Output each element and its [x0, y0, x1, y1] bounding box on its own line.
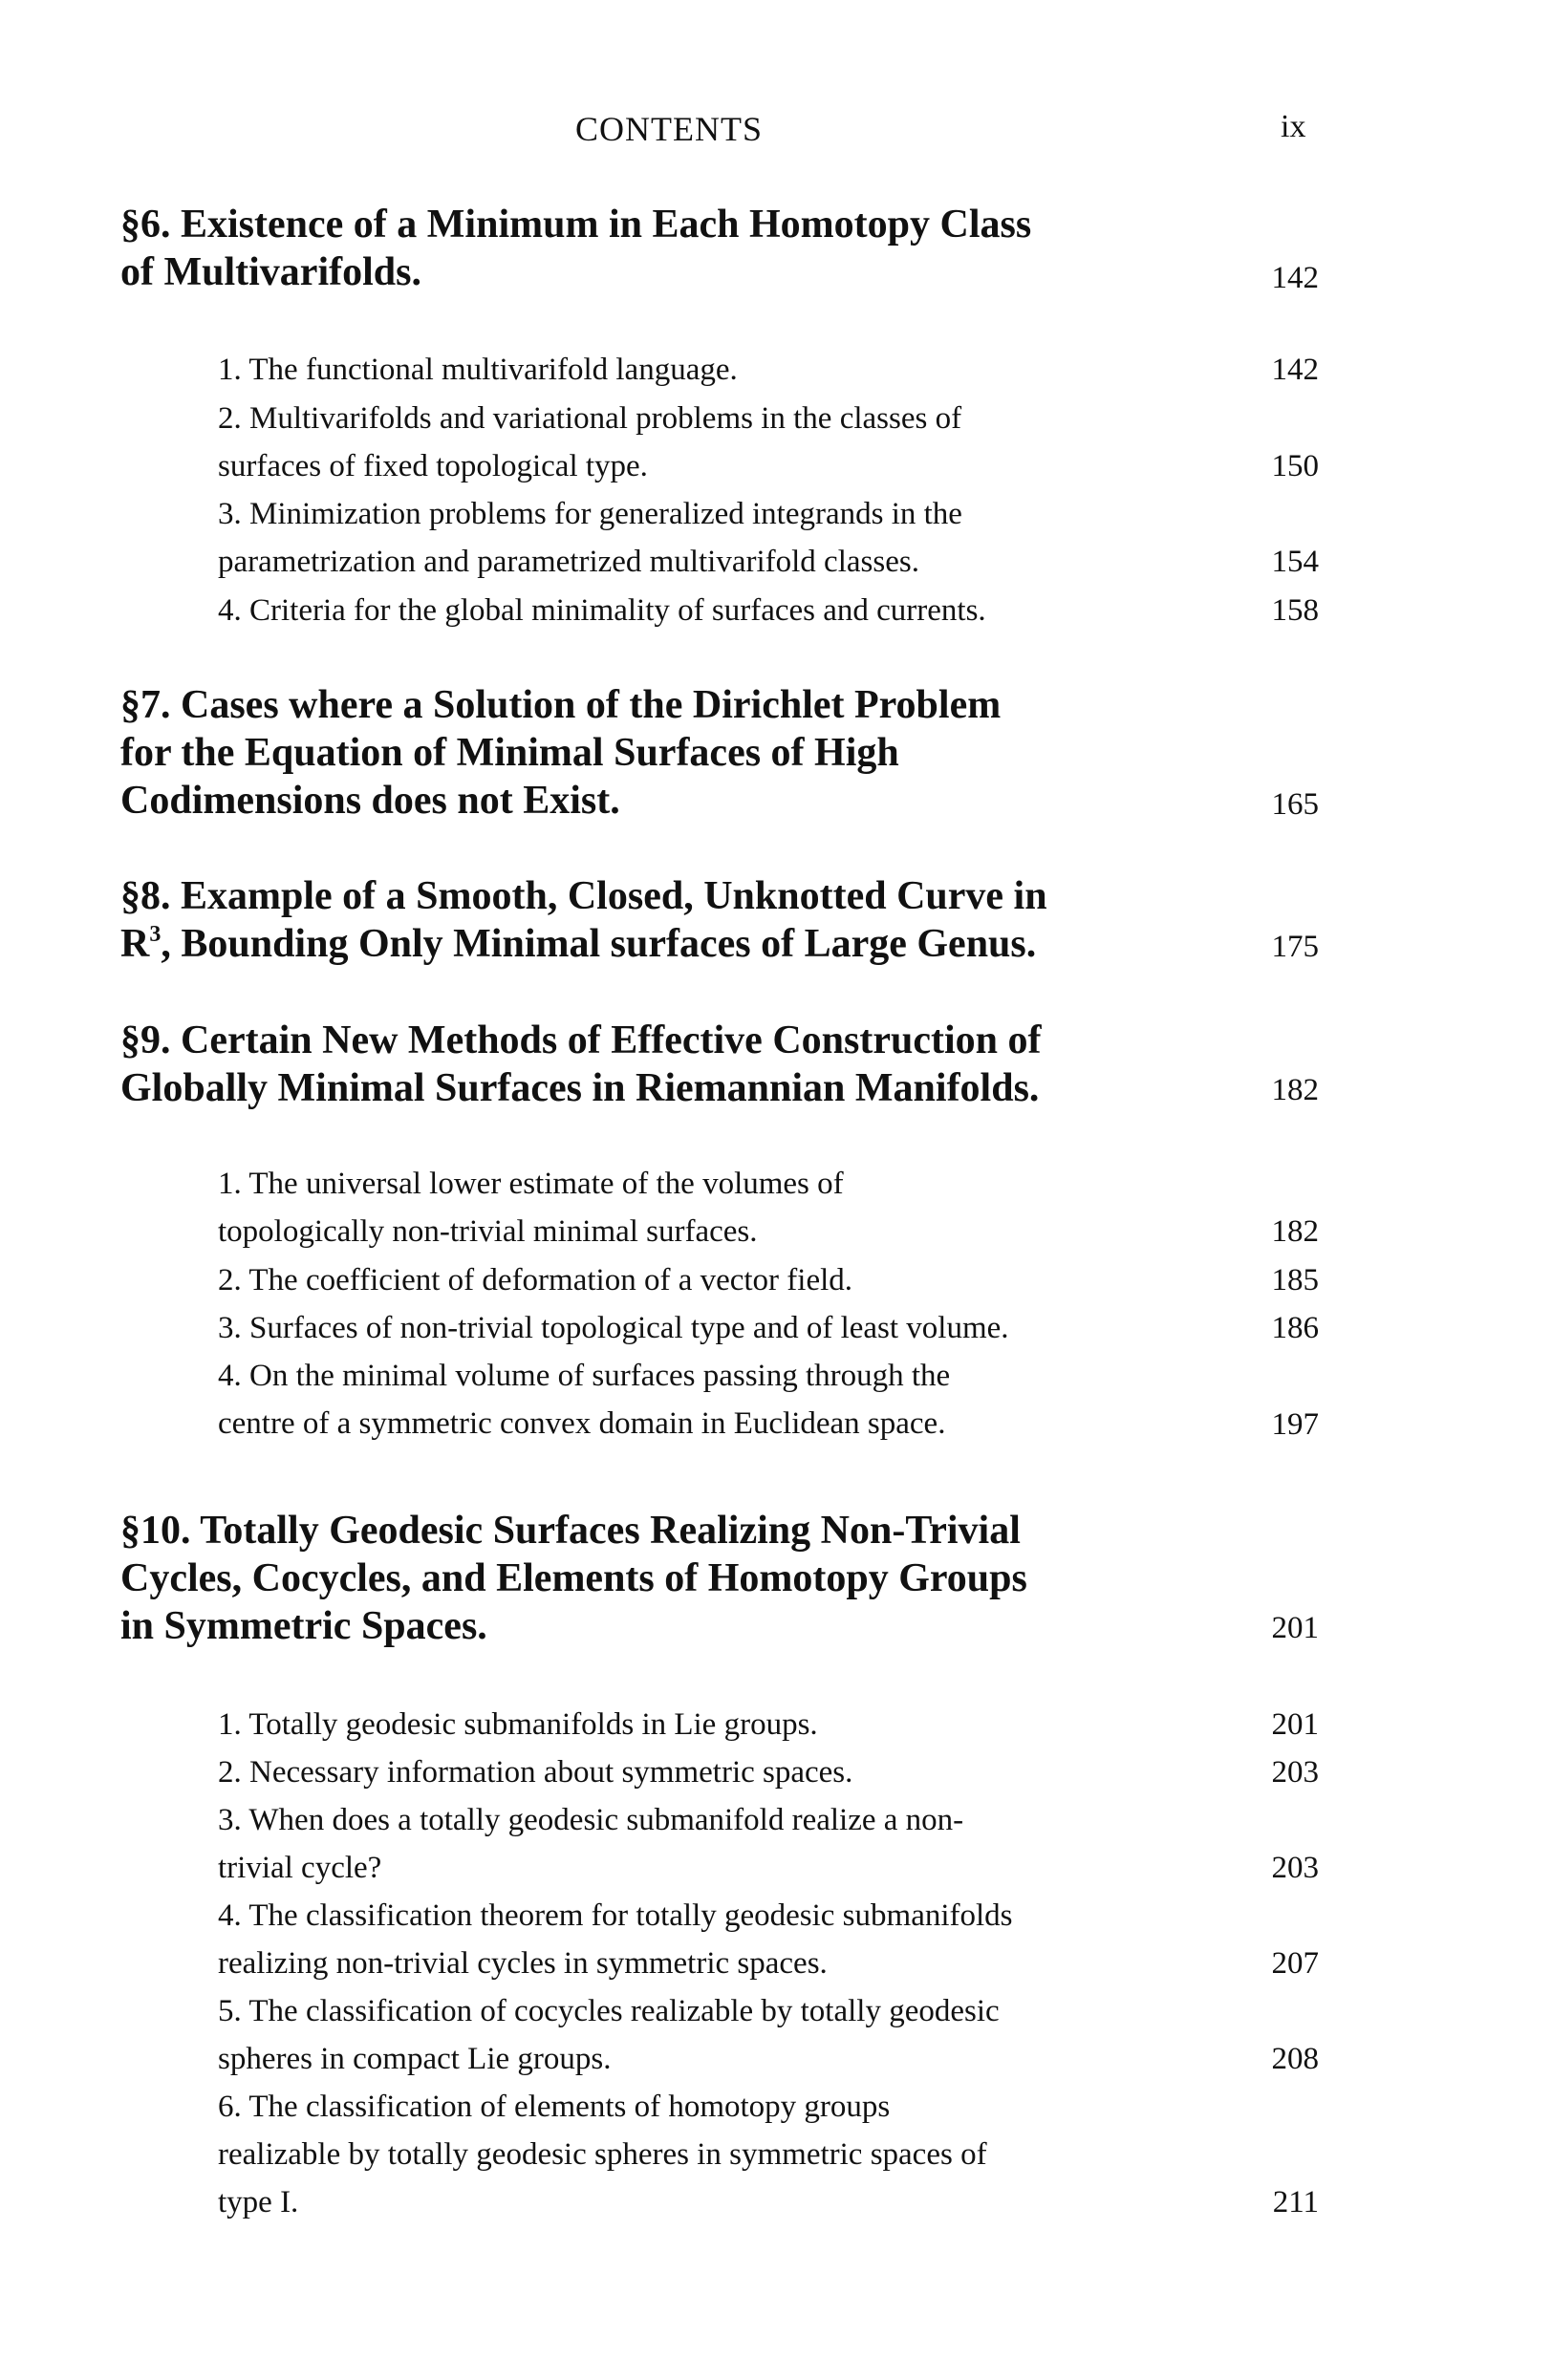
item-text: 1. The functional multivarifold language.: [218, 353, 738, 387]
item-page-number: 182: [1271, 1214, 1319, 1249]
item-text: centre of a symmetric convex domain in Euclidean space.: [218, 1406, 946, 1441]
toc-item[interactable]: [218, 2083, 1326, 2226]
item-page-number: 158: [1271, 593, 1319, 628]
item-text: surfaces of fixed topological type.: [218, 449, 648, 483]
item-text: 6. The classification of elements of homotopy groups: [218, 2090, 891, 2124]
item-page-number: 197: [1271, 1407, 1319, 1442]
item-page-number: 203: [1271, 1851, 1319, 1885]
item-text: spheres in compact Lie groups.: [218, 2042, 612, 2076]
page-number: ix: [1281, 109, 1306, 144]
item-text: 3. Minimization problems for generalized integrands in the: [218, 497, 962, 531]
r3-symbol: $R^3$: [120, 922, 162, 966]
toc-item[interactable]: [218, 1256, 1326, 1304]
toc-item[interactable]: [218, 1748, 1326, 1796]
section-title-line: of Multivarifolds.: [120, 250, 421, 294]
toc-item[interactable]: [218, 1987, 1326, 2083]
item-page-number: 142: [1271, 353, 1319, 387]
item-page-number: 208: [1271, 2042, 1319, 2076]
item-page-number: 211: [1272, 2185, 1319, 2219]
item-text: type I.: [218, 2185, 299, 2219]
section-title-line: in Symmetric Spaces.: [120, 1604, 487, 1648]
section-page-number: 142: [1271, 261, 1319, 295]
section-page-number: 175: [1271, 930, 1319, 964]
section-title-line-2: $R^3$, Bounding Only Minimal surfaces of Large Genus.: [120, 922, 1037, 966]
item-text: realizing non-trivial cycles in symmetric spaces.: [218, 1946, 828, 1981]
item-page-number: 154: [1271, 545, 1319, 579]
toc-item[interactable]: [218, 1304, 1326, 1352]
toc-section-10[interactable]: [120, 1507, 1325, 1650]
section-page-number: 165: [1271, 787, 1319, 822]
section-title-line: §8. Example of a Smooth, Closed, Unknotted Curve in: [120, 874, 1047, 918]
toc-section-9[interactable]: [120, 1017, 1325, 1112]
toc-item[interactable]: [218, 346, 1326, 394]
item-text: 3. When does a totally geodesic submanifold realize a non-: [218, 1803, 964, 1837]
section-page-number: 182: [1271, 1073, 1319, 1107]
item-text: trivial cycle?: [218, 1851, 382, 1885]
toc-item[interactable]: [218, 1701, 1326, 1748]
running-head: [0, 109, 1552, 157]
section-title-line: for the Equation of Minimal Surfaces of High: [120, 731, 899, 775]
section-title-line: §7. Cases where a Solution of the Dirichlet Problem: [120, 683, 1002, 727]
item-text: 1. Totally geodesic submanifolds in Lie groups.: [218, 1707, 818, 1742]
item-text: 1. The universal lower estimate of the volumes of: [218, 1167, 844, 1201]
item-page-number: 150: [1271, 449, 1319, 483]
item-text: 4. On the minimal volume of surfaces passing through the: [218, 1359, 951, 1393]
item-text: realizable by totally geodesic spheres in symmetric spaces of: [218, 2137, 987, 2172]
item-text: 2. Necessary information about symmetric spaces.: [218, 1755, 853, 1790]
item-text: parametrization and parametrized multivarifold classes.: [218, 545, 919, 579]
item-text: 4. The classification theorem for totally geodesic submanifolds: [218, 1898, 1013, 1933]
section-page-number: 201: [1271, 1611, 1319, 1645]
item-text: 2. Multivarifolds and variational problems in the classes of: [218, 401, 962, 436]
section-title-line: Cycles, Cocycles, and Elements of Homotopy Groups: [120, 1556, 1027, 1600]
item-page-number: 203: [1271, 1755, 1319, 1790]
item-text: 4. Criteria for the global minimality of surfaces and currents.: [218, 593, 986, 628]
section-title-line: Globally Minimal Surfaces in Riemannian Manifolds.: [120, 1066, 1040, 1110]
toc-item[interactable]: [218, 490, 1326, 586]
item-page-number: 207: [1271, 1946, 1319, 1981]
toc-item[interactable]: [218, 395, 1326, 490]
item-page-number: 201: [1271, 1707, 1319, 1742]
toc-item[interactable]: [218, 587, 1326, 634]
toc-item[interactable]: [218, 1796, 1326, 1892]
section-title-line: Codimensions does not Exist.: [120, 779, 620, 823]
toc-item[interactable]: [218, 1892, 1326, 1987]
toc-section-7[interactable]: [120, 681, 1325, 825]
toc-item[interactable]: [218, 1160, 1326, 1255]
toc-item[interactable]: [218, 1352, 1326, 1447]
item-text: 5. The classification of cocycles realizable by totally geodesic: [218, 1994, 1000, 2028]
section-title-line: §10. Totally Geodesic Surfaces Realizing Non-Trivial: [120, 1509, 1021, 1553]
toc-section-8[interactable]: [120, 872, 1325, 968]
toc-section-6[interactable]: [120, 201, 1325, 296]
item-text: 3. Surfaces of non-trivial topological type and of least volume.: [218, 1311, 1009, 1345]
item-text: 2. The coefficient of deformation of a vector field.: [218, 1263, 853, 1297]
section-title-line: §6. Existence of a Minimum in Each Homotopy Class: [120, 203, 1032, 247]
item-page-number: 186: [1271, 1311, 1319, 1345]
item-text: topologically non-trivial minimal surfaces.: [218, 1214, 758, 1249]
section-title-line: §9. Certain New Methods of Effective Construction of: [120, 1018, 1042, 1062]
running-title: CONTENTS: [575, 110, 763, 148]
item-page-number: 185: [1271, 1263, 1319, 1297]
